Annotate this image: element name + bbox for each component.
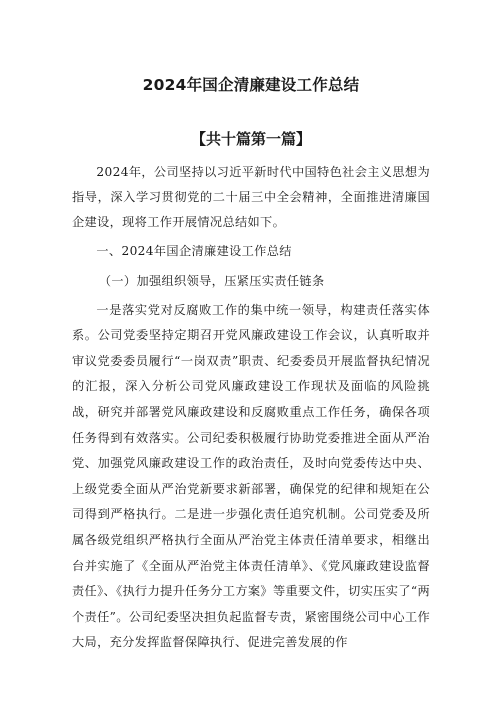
- document-body: [72, 160, 430, 656]
- intro-paragraph: 2024年，公司坚持以习近平新时代中国特色社会主义思想为指导，深入学习贯彻党的二十届三中全会精神，全面推进清廉国企建设，现将工作开展情况总结如下。: [72, 165, 430, 230]
- document-subtitle: 【共十篇第一篇】: [190, 130, 311, 148]
- subsection-heading: （一）加强组织领导，压紧压实责任链条: [98, 273, 325, 288]
- body-paragraph: 一是落实党对反腐败工作的集中统一领导，构建责任落实体系。公司党委坚持定期召开党风廉政建设工作会议，认真听取并审议党委委员履行“一岗双责”职责、纪委委员开展监督执纪情况的汇报，深入分析公司党风廉政建设工作现状及面临的风险挑战，研究并部署党风廉政建设和反腐败重点工作任务，确保各项任务得到有效落实。公司纪委积极履行协助党委推进全面从严治党、加强党风廉政建设工作的政治责任，及时向党委传达中央、上级党委全面从严治党新要求新部署，确保党的纪律和规矩在公司得到严格执行。二是进一步强化责任追究机制。公司党委及所属各级党组织严格执行全面从严治党主体责任清单要求，相继出台并实施了《全面从严治党主体责任清单》、《党风廉政建设监督责任》、《执行力提升任务分工方案》等重要文件，切实压实了“两个责任”。公司纪委坚决担负起监督专责，紧密围绕公司中心工作大局，充分发挥监督保障执行、促进完善发展的作: [72, 302, 430, 650]
- document-title: 2024年国企清廉建设工作总结: [142, 76, 360, 94]
- section-heading: 一、2024年国企清廉建设工作总结: [96, 243, 292, 258]
